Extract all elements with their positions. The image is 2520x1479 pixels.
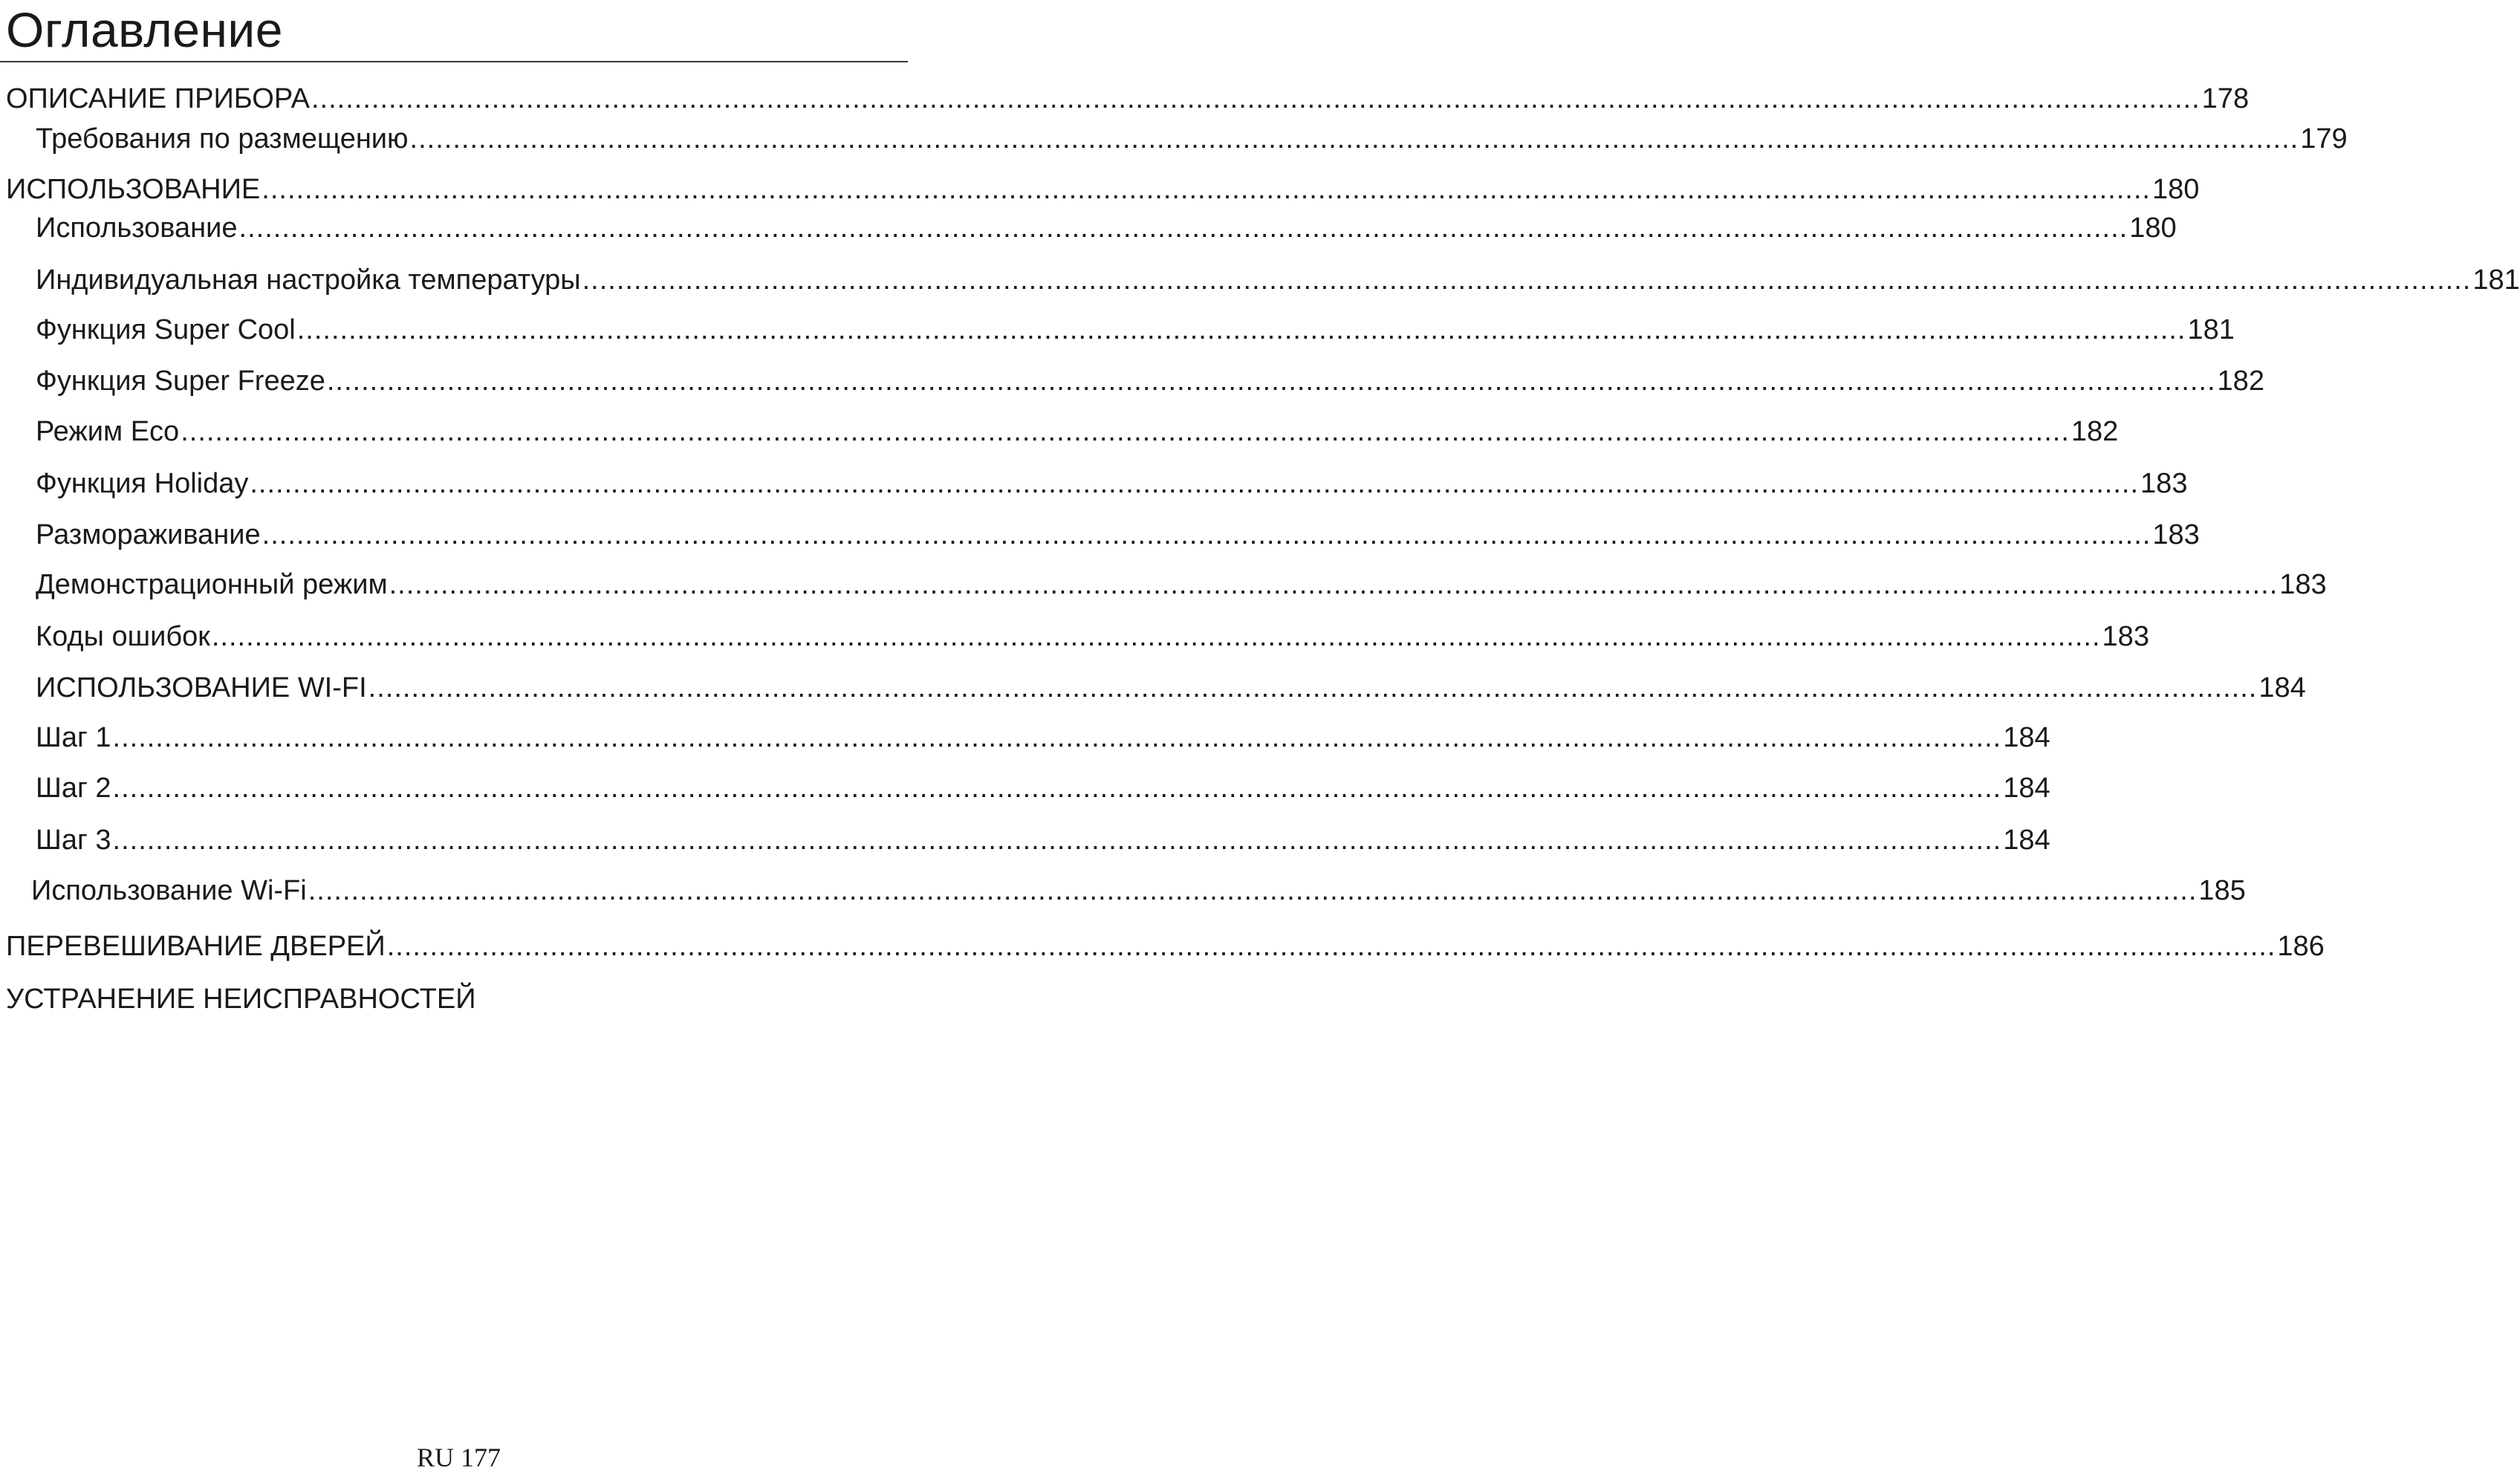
toc-entry-label: Режим Eco: [36, 416, 180, 447]
toc-entry-label: Размораживание: [36, 519, 261, 550]
toc-entry-page: 184: [2003, 773, 2050, 804]
toc-entry-page: 184: [2258, 672, 2306, 703]
toc-entry-page: 182: [2071, 416, 2119, 447]
toc-entry-page: 183: [2102, 621, 2149, 652]
toc-entry-label: Индивидуальная настройка температуры: [36, 264, 581, 296]
toc-entry-temperature-setting[interactable]: [36, 263, 2520, 297]
dot-leader: ............................................................................................................................................................................................................................: [296, 314, 2186, 345]
dot-leader: ............................................................................................................................................................................................................................: [262, 174, 2151, 205]
toc-entry-page: 183: [2140, 468, 2188, 499]
dot-leader: ............................................................................................................................................................................................................................: [311, 83, 2201, 114]
toc-entry-label: Демонстрационный режим: [36, 569, 388, 600]
toc-entry-label: Шаг 2: [36, 773, 111, 804]
toc-entry-demo-mode[interactable]: [36, 568, 2327, 602]
toc-entry-page: 181: [2472, 264, 2520, 296]
toc-entry-step-2[interactable]: [36, 771, 2050, 805]
toc-entry-step-3[interactable]: [36, 823, 2050, 857]
dot-leader: ............................................................................................................................................................................................................................: [181, 416, 2070, 447]
dot-leader: ............................................................................................................................................................................................................................: [262, 519, 2152, 550]
toc-entry-wifi-usage[interactable]: [31, 874, 2246, 908]
toc-entry-label: Требования по размещению: [36, 123, 409, 155]
toc-entry-label: Коды ошибок: [36, 621, 210, 652]
toc-entry-door-reversal[interactable]: [6, 929, 2325, 963]
dot-leader: ............................................................................................................................................................................................................................: [386, 931, 2276, 962]
toc-entry-page: 183: [2279, 569, 2327, 600]
toc-entry-label: ОПИСАНИЕ ПРИБОРА: [6, 83, 310, 114]
toc-entry-label: Функция Super Freeze: [36, 365, 325, 397]
toc-entry-page: 186: [2277, 931, 2325, 962]
toc-entry-troubleshooting[interactable]: [6, 982, 476, 1016]
dot-leader: ............................................................................................................................................................................................................................: [409, 123, 2299, 155]
toc-entry-defrosting[interactable]: [36, 518, 2200, 552]
toc-entry-usage[interactable]: [36, 211, 2177, 245]
dot-leader: ............................................................................................................................................................................................................................: [112, 722, 2002, 753]
dot-leader: ............................................................................................................................................................................................................................: [389, 569, 2279, 600]
dot-leader: ............................................................................................................................................................................................................................: [211, 621, 2101, 652]
page-number-footer: RU 177: [416, 1443, 501, 1472]
toc-entry-page: 181: [2187, 314, 2235, 345]
toc-entry-page: 183: [2152, 519, 2200, 550]
dot-leader: ............................................................................................................................................................................................................................: [308, 875, 2198, 906]
toc-entry-device-description[interactable]: [6, 82, 2250, 116]
dot-leader: ............................................................................................................................................................................................................................: [112, 825, 2002, 856]
toc-entry-page: 180: [2129, 212, 2177, 244]
toc-entry-label: Функция Holiday: [36, 468, 249, 499]
dot-leader: ............................................................................................................................................................................................................................: [326, 365, 2216, 397]
toc-entry-label: ИСПОЛЬЗОВАНИЕ WI-FI: [36, 672, 367, 703]
toc-entry-label: Шаг 1: [36, 722, 111, 753]
toc-entry-page: 185: [2198, 875, 2246, 906]
toc-entry-super-cool[interactable]: [36, 313, 2235, 347]
toc-entry-label: ИСПОЛЬЗОВАНИЕ: [6, 174, 261, 205]
toc-entry-page: 179: [2300, 123, 2348, 155]
toc-entry-placement-requirements[interactable]: [36, 122, 2348, 156]
toc-entry-usage-section[interactable]: [6, 172, 2200, 207]
dot-leader: ............................................................................................................................................................................................................................: [368, 672, 2258, 703]
toc-entry-super-freeze[interactable]: [36, 364, 2264, 398]
toc-entry-holiday[interactable]: [36, 467, 2188, 501]
toc-entry-label: ПЕРЕВЕШИВАНИЕ ДВЕРЕЙ: [6, 931, 386, 962]
toc-entry-page: 184: [2003, 825, 2050, 856]
toc-entry-eco-mode[interactable]: [36, 415, 2119, 449]
toc-entry-step-1[interactable]: [36, 721, 2050, 755]
toc-entry-error-codes[interactable]: [36, 620, 2149, 654]
toc-entry-label: УСТРАНЕНИЕ НЕИСПРАВНОСТЕЙ: [6, 984, 476, 1015]
dot-leader: ............................................................................................................................................................................................................................: [582, 264, 2472, 296]
page-title: Оглавление: [6, 2, 283, 57]
toc-entry-label: Использование Wi-Fi: [31, 875, 307, 906]
toc-entry-wifi-usage-section[interactable]: [36, 671, 2306, 705]
toc-entry-page: 178: [2201, 83, 2250, 114]
dot-leader: ............................................................................................................................................................................................................................: [112, 773, 2002, 804]
toc-entry-page: 184: [2003, 722, 2050, 753]
toc-entry-label: Шаг 3: [36, 825, 111, 856]
toc-entry-label: Функция Super Cool: [36, 314, 296, 345]
toc-entry-label: Использование: [36, 212, 238, 244]
dot-leader: ............................................................................................................................................................................................................................: [238, 212, 2128, 244]
dot-leader: ............................................................................................................................................................................................................................: [250, 468, 2140, 499]
toc-entry-page: 180: [2152, 174, 2200, 205]
toc-entry-page: 182: [2217, 365, 2264, 397]
